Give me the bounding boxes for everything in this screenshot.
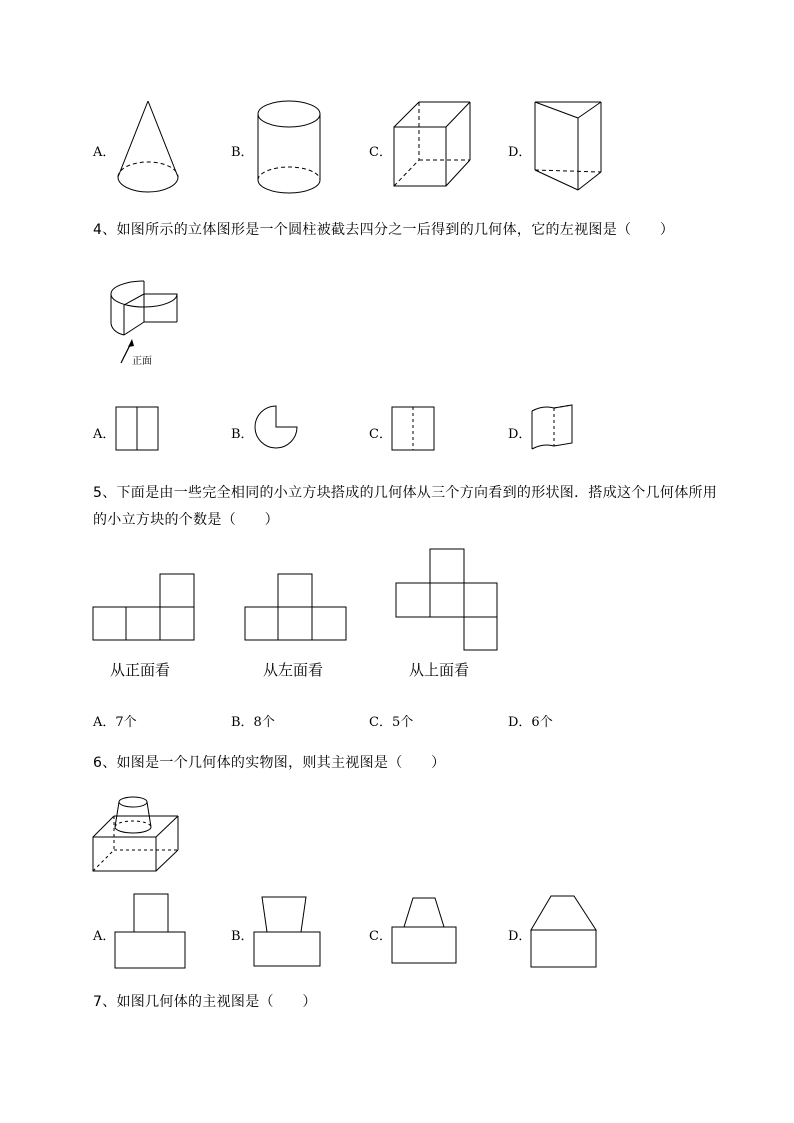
top-view-grid	[395, 548, 501, 654]
front-view-caption: 从正面看	[110, 661, 171, 679]
q4-option-d-label: D．	[508, 427, 532, 442]
q4-option-b-figure	[253, 404, 301, 452]
cylinder-figure	[256, 100, 326, 196]
q5-question-text-line2: 的小立方块的个数是（ ）	[93, 512, 279, 528]
q3-option-d-label: D．	[508, 145, 532, 160]
q5-answer-a: A．7个	[93, 715, 137, 730]
q4-option-c-label: C．	[369, 427, 392, 442]
q4-option-d-figure	[530, 403, 578, 451]
cube-figure	[393, 101, 473, 191]
q6-option-a-figure	[114, 893, 188, 971]
q5-question-text-line1: 5、下面是由一些完全相同的小立方块搭成的几何体从三个方向看到的形状图．搭成这个几何体所用	[93, 485, 718, 501]
q5-answer-c: C．5个	[369, 715, 414, 730]
front-direction-label: 正面	[132, 356, 152, 367]
q6-option-d-label: D．	[508, 929, 532, 944]
q6-question-text: 6、如图是一个几何体的实物图，则其主视图是（ ）	[93, 755, 446, 771]
q4-option-b-label: B．	[231, 427, 254, 442]
q6-option-a-label: A．	[93, 929, 116, 944]
triangular-prism-figure	[533, 100, 605, 194]
q3-option-b-label: B．	[231, 145, 254, 160]
solid-object-figure	[92, 794, 184, 874]
q6-option-c-label: C．	[369, 929, 392, 944]
q5-answer-d: D．6个	[508, 715, 553, 730]
q4-option-c-figure	[391, 406, 437, 452]
q7-question-text: 7、如图几何体的主视图是（ ）	[93, 994, 317, 1010]
q4-option-a-figure	[115, 406, 161, 452]
front-view-grid	[92, 573, 198, 645]
cone-figure	[115, 100, 185, 196]
q4-question-text: 4、如图所示的立体图形是一个圆柱被截去四分之一后得到的几何体，它的左视图是（ ）	[93, 222, 675, 238]
top-view-caption: 从上面看	[409, 661, 470, 679]
q6-option-c-figure	[391, 897, 459, 967]
q6-option-d-figure	[530, 895, 600, 971]
q4-option-a-label: A．	[93, 427, 116, 442]
q5-answer-b: B．8个	[231, 715, 275, 730]
q6-option-b-label: B．	[231, 929, 254, 944]
left-view-grid	[244, 573, 350, 645]
q3-option-c-label: C．	[369, 145, 392, 160]
left-view-caption: 从左面看	[263, 661, 324, 679]
q3-option-a-label: A．	[93, 145, 116, 160]
q6-option-b-figure	[253, 896, 323, 970]
